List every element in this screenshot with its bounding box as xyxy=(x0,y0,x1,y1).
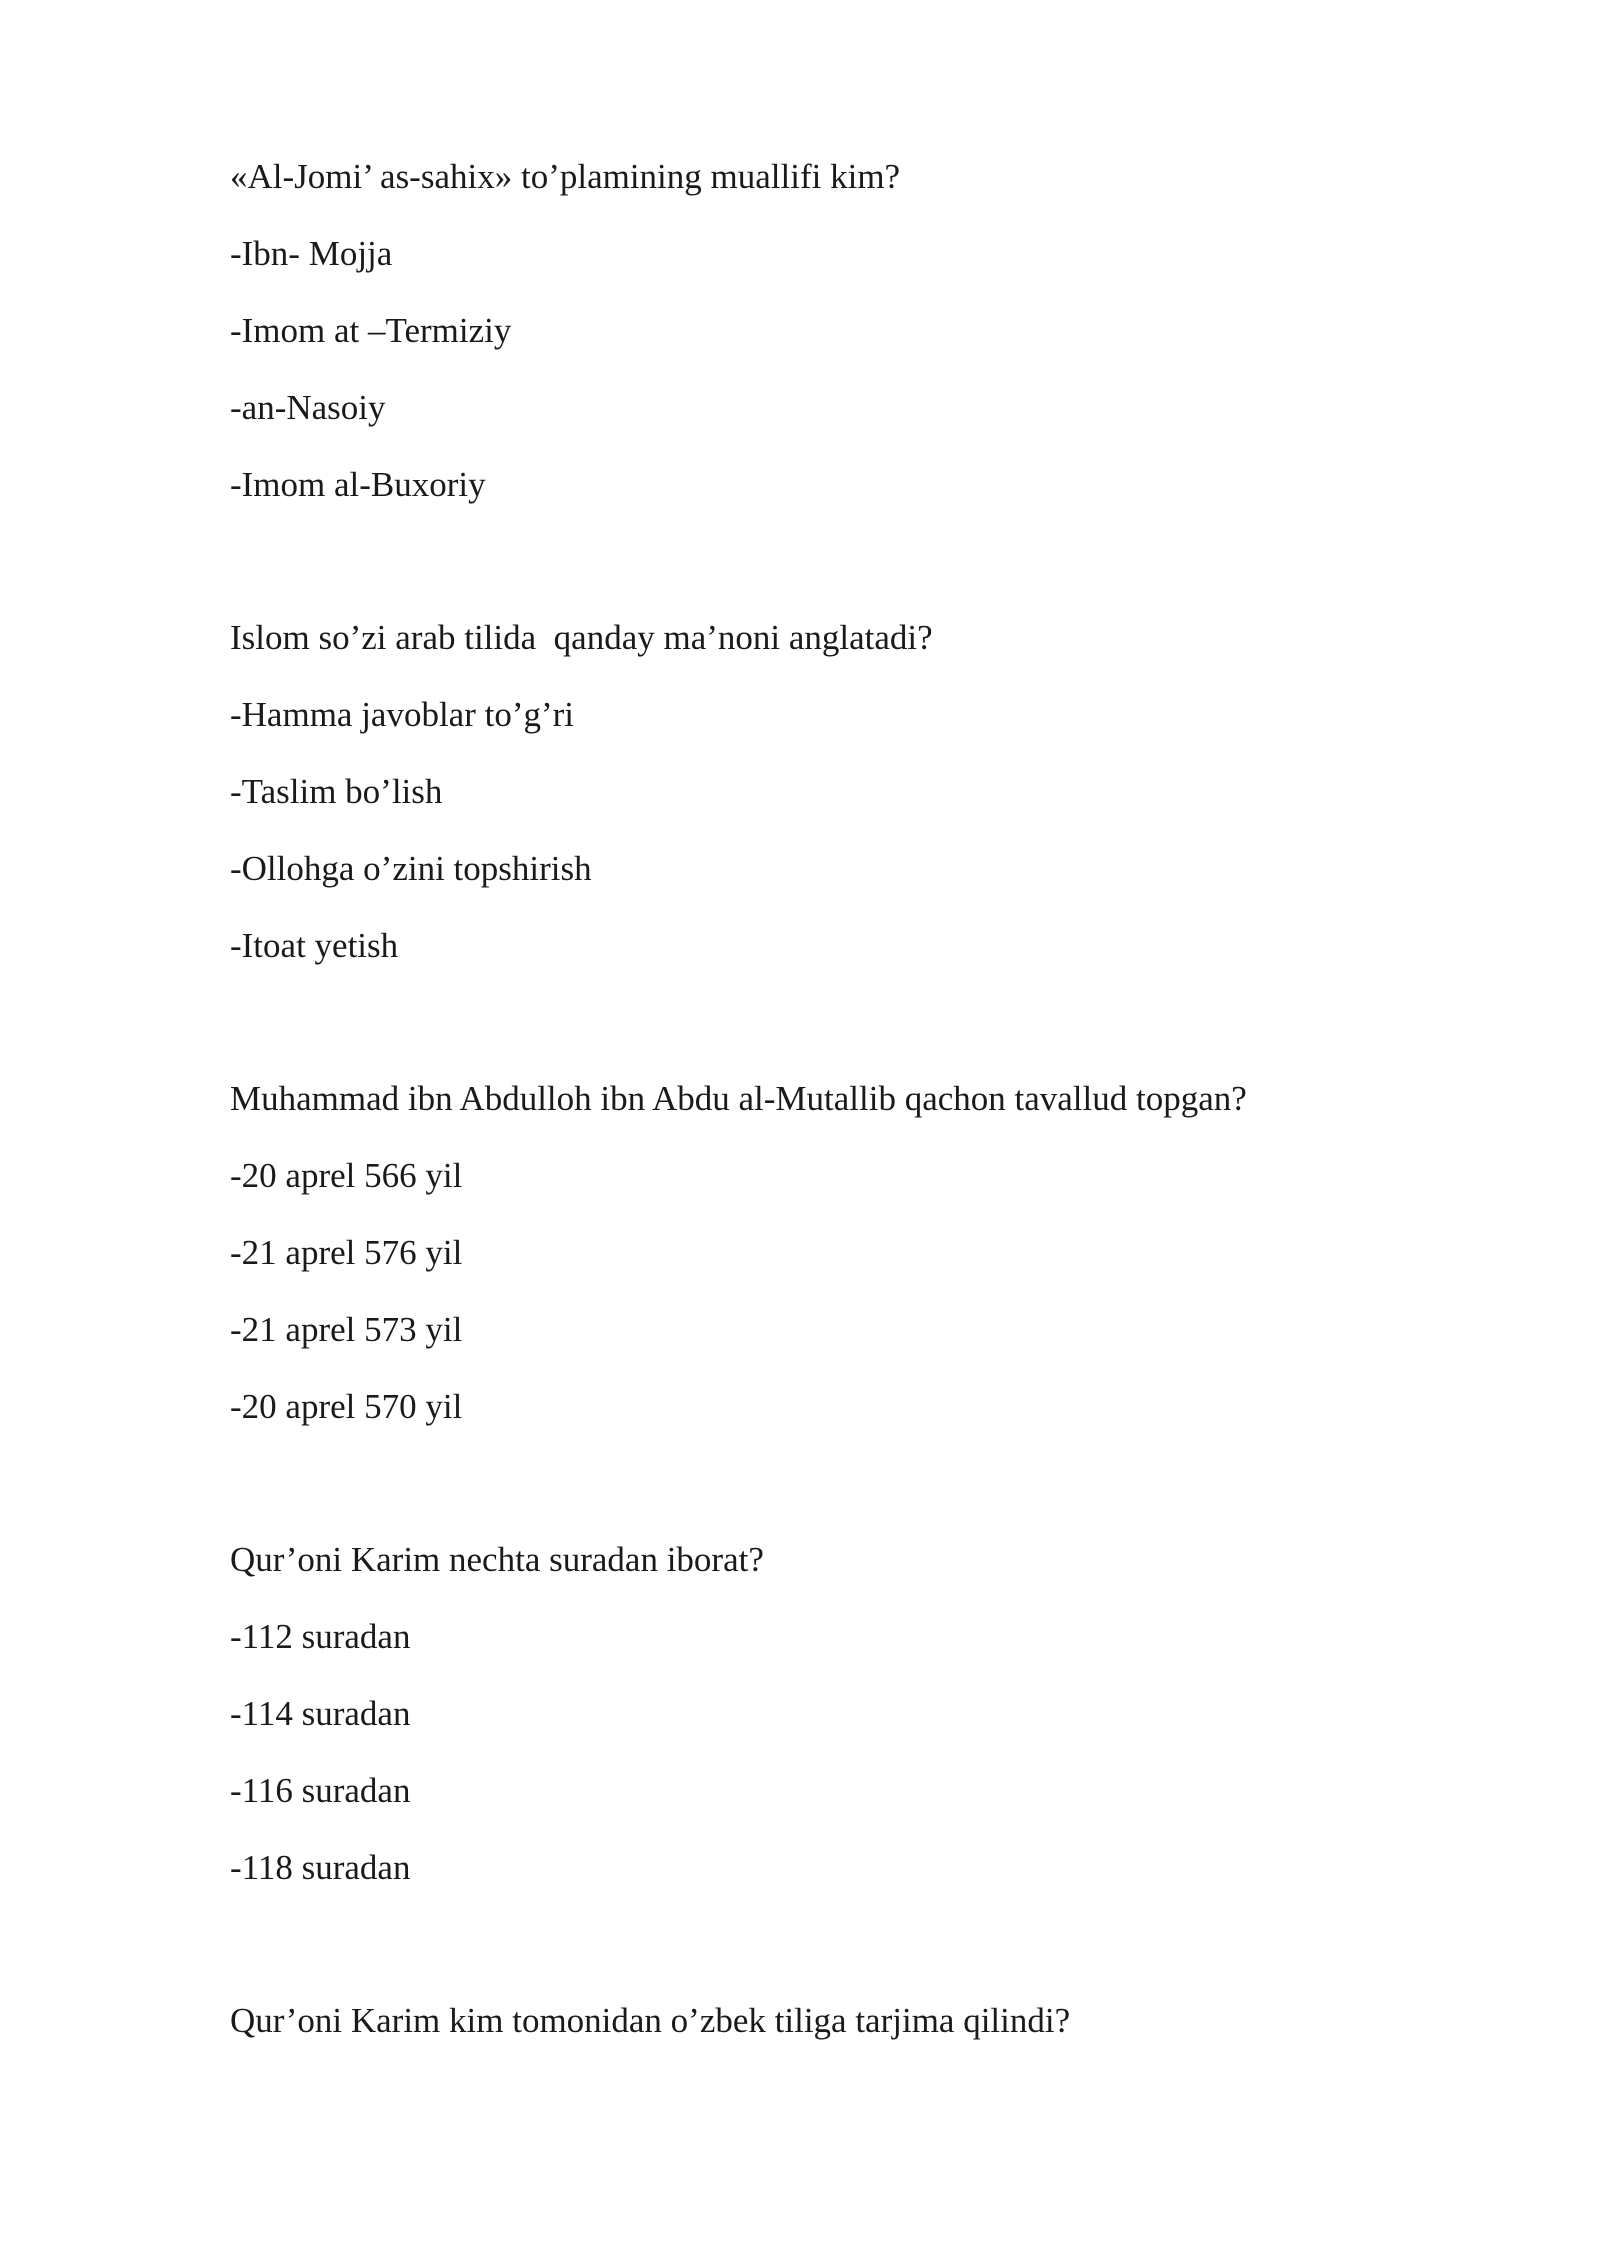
answer-option: -21 aprel 576 yil xyxy=(230,1233,463,1272)
answer-option: -112 suradan xyxy=(230,1617,411,1656)
question-block xyxy=(230,1994,1430,2071)
answer-option: -20 aprel 570 yil xyxy=(230,1387,463,1426)
answer-option: -Ibn- Mojja xyxy=(230,234,393,273)
answer-option: -Hamma javoblar to’g’ri xyxy=(230,695,575,734)
question-block xyxy=(230,1072,1430,1457)
answer-option: -Imom al-Buxoriy xyxy=(230,465,486,504)
question-text: Islom so’zi arab tilida qanday ma’noni anglatadi? xyxy=(230,618,933,657)
answer-option: -21 aprel 573 yil xyxy=(230,1310,463,1349)
answer-option: -an-Nasoiy xyxy=(230,388,386,427)
question-text: Qur’oni Karim kim tomonidan o’zbek tiliga tarjima qilindi? xyxy=(230,2001,1071,2040)
answer-option: -114 suradan xyxy=(230,1694,411,1733)
question-block xyxy=(230,1533,1430,1918)
question-text: Qur’oni Karim nechta suradan iborat? xyxy=(230,1540,764,1579)
question-block xyxy=(230,150,1430,535)
answer-option: -20 aprel 566 yil xyxy=(230,1156,463,1195)
answer-option: -Taslim bo’lish xyxy=(230,772,443,811)
answer-option: -118 suradan xyxy=(230,1848,411,1887)
answer-option: -Ollohga o’zini topshirish xyxy=(230,849,592,888)
question-text: «Al-Jomi’ as-sahix» to’plamining muallifi kim? xyxy=(230,157,901,196)
answer-option: -Itoat yetish xyxy=(230,926,399,965)
document-content xyxy=(230,150,1430,2147)
answer-option: -116 suradan xyxy=(230,1771,411,1810)
answer-option: -Imom at –Termiziy xyxy=(230,311,512,350)
question-block xyxy=(230,611,1430,996)
question-text: Muhammad ibn Abdulloh ibn Abdu al-Mutallib qachon tavallud topgan? xyxy=(230,1079,1247,1118)
